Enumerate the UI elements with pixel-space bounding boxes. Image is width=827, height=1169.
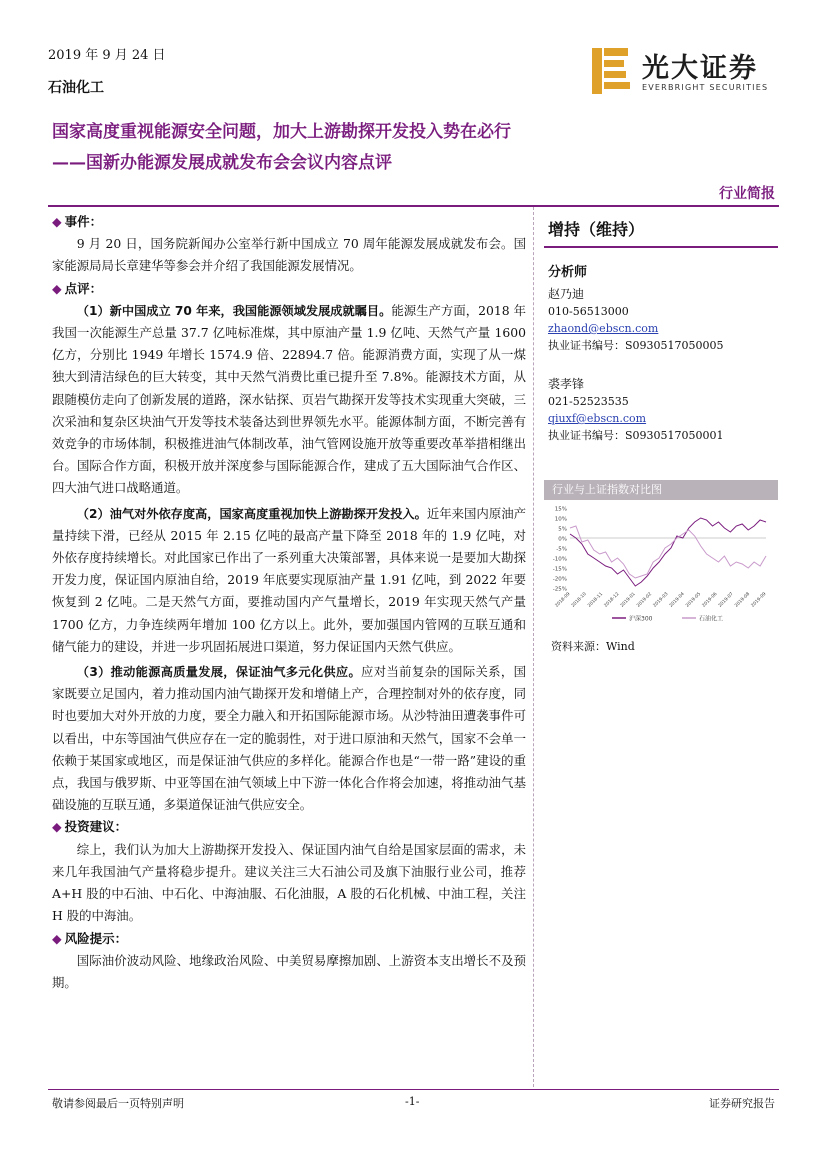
legend-label: 沪深300: [629, 615, 653, 623]
y-tick-label: -25%: [552, 586, 567, 593]
analyst-email-link[interactable]: qiuxf@ebscn.com: [548, 412, 647, 425]
chart-title: 行业与上证指数对比图: [544, 480, 778, 500]
analyst-block: [548, 264, 778, 354]
chart-source: 资料来源：Wind: [551, 640, 635, 653]
analyst-block: [548, 376, 778, 444]
rating-divider: [544, 246, 778, 248]
diamond-bullet-icon: ◆: [52, 280, 62, 296]
analyst-cert: 执业证书编号：S0930517050005: [548, 339, 724, 352]
comment-paragraph-2: （2）油气对外依存度高，国家高度重视加快上游勘探开发投入。近年来国内原油产量持续下滑，已经从 2015 年 2.15 亿吨的最高产量下降至 2018 年的 1.9 亿吨，对外依存度持续增长。对此国家已作出了一系列重大决策部署，具体来说一是要加大勘探开发力度，保证国内原油自给，2019 年底要实现原油产量 1.91 亿吨，到 2022 年要恢复到 2 亿吨。二是天然气方面，要推动国内产气量增长，2019 年实现天然气产量 1700 亿方，力争连续两年增加 100 亿方以上。此外，要加强国内管网的互联互通和储气能力的建设，并进一步巩固拓展进口渠道，努力保证国内天然气供应。: [52, 505, 527, 654]
x-tick-label: 2019-09: [750, 591, 768, 609]
analyst-name: 赵乃迪: [548, 287, 585, 301]
comment-paragraph-1: （1）新中国成立 70 年来，我国能源领域发展成就瞩目。能源生产方面，2018 年我国一次能源生产总量 37.7 亿吨标准煤，其中原油产量 1.9 亿吨、天然气产量 1600 亿方，分别比 1949 年增长 1574.9 倍、22894.7 倍。能源消费方面，实现了从一煤独大到清洁绿色的巨大转变，其中天然气消费比重已提升至 7.8%。能源技术方面，从跟随模仿走向了创新发展的道路，深水钻探、页岩气勘探开发等技术实现重大突破，三次采油和复杂区块油气开发等技术装备达到世界领先水平。能源体制方面，不断完善有效竞争的市场体制，积极推进油气体制改革，油气管网设施开放等重要改革举措相继出台。国际合作方面，积极开放并深度参与国际能源合作，建成了五大国际油气合作区、四大油气进口战略通道。: [52, 302, 526, 496]
logo-mark-icon: [592, 48, 632, 94]
x-tick-label: 2019-01: [619, 591, 637, 609]
column-divider: [533, 207, 535, 1087]
analyst-phone: 021-52523535: [548, 395, 629, 408]
legend-label: 石油化工: [699, 615, 724, 623]
paragraph-lead: （2）油气对外依存度高，国家高度重视加快上游勘探开发投入。: [76, 506, 427, 521]
y-tick-label: 0%: [558, 536, 567, 543]
x-tick-label: 2019-03: [652, 591, 670, 609]
risk-heading: ◆ 风险提示：: [52, 930, 128, 946]
logo: [592, 48, 632, 94]
y-tick-label: -10%: [552, 556, 567, 563]
sector-label: 石油化工: [48, 80, 104, 96]
analyst-phone: 010-56513000: [548, 305, 629, 318]
series-line: [570, 526, 766, 578]
y-tick-label: 5%: [558, 526, 567, 533]
rating: 增持（维持）: [548, 220, 645, 239]
diamond-bullet-icon: ◆: [52, 214, 62, 229]
x-tick-label: 2018-12: [603, 591, 621, 609]
diamond-bullet-icon: ◆: [52, 819, 62, 835]
series-line: [570, 518, 766, 586]
x-tick-label: 2019-05: [685, 591, 703, 609]
x-tick-label: 2018-11: [587, 591, 605, 609]
footer-divider: [48, 1089, 779, 1090]
x-tick-label: 2019-08: [734, 591, 752, 609]
footer-disclaimer: 敬请参阅最后一页特别声明: [52, 1097, 184, 1110]
invest-paragraph: 综上，我们认为加大上游勘探开发投入、保证国内油气自给是国家层面的需求，未来几年我国油气产量将稳步提升。建议关注三大石油公司及旗下油服行业公司，推荐 A+H 股的中石油、中石化、中海油服、石化油服，A 股的石化机械、中油工程，关注 H 股的中海油。: [52, 841, 526, 924]
analyst-email-link[interactable]: zhaond@ebscn.com: [548, 322, 659, 335]
x-tick-label: 2019-04: [668, 591, 686, 609]
x-tick-label: 2018-09: [554, 591, 572, 609]
analyst-name: 裘孝锋: [548, 377, 585, 391]
footer-report-label: 证券研究报告: [709, 1097, 775, 1110]
analyst-label: 分析师: [548, 265, 588, 280]
x-tick-label: 2019-06: [701, 591, 719, 609]
y-tick-label: -15%: [552, 566, 567, 573]
report-date: 2019 年 9 月 24 日: [48, 48, 166, 63]
comparison-chart: [544, 502, 778, 626]
paragraph-lead: （1）新中国成立 70 年来，我国能源领域发展成就瞩目。: [76, 303, 392, 318]
y-tick-label: 10%: [554, 516, 567, 523]
diamond-bullet-icon: ◆: [52, 930, 62, 946]
report-subtitle: ——国新办能源发展成就发布会会议内容点评: [52, 153, 392, 173]
comment-paragraph-3: （3）推动能源高质量发展，保证油气多元化供应。应对当前复杂的国际关系，国家既要立足国内，着力推动国内油气勘探开发和增储上产，合理控制对外的依存度，同时也要加大对外开放的力度，要全力融入和开拓国际能源市场。从沙特油田遭袭事件可以看出，中东等国油气供应存在一定的脆弱性，对于进口原油和天然气，国家不会单一依赖于某国家或地区，而是保证油气供应的多样化。能源合作也是“一带一路”建设的重点，我国与俄罗斯、中亚等国在油气领域上中下游一体化合作将会加速，将推动油气基础设施的互联互通，多渠道保证油气供应安全。: [52, 664, 527, 813]
invest-heading: ◆ 投资建议：: [52, 819, 128, 835]
logo-text: 光大证券: [642, 53, 758, 84]
logo-subtext: EVERBRIGHT SECURITIES: [642, 83, 769, 92]
event-heading: ◆ 事件：: [52, 214, 103, 229]
header-divider: [48, 205, 779, 207]
main-content: [52, 211, 526, 994]
y-tick-label: -5%: [556, 546, 567, 553]
report-type: 行业简报: [719, 186, 775, 202]
event-paragraph: 9 月 20 日，国务院新闻办公室举行新中国成立 70 周年能源发展成就发布会。国家能源局局长章建华等参会并介绍了我国能源发展情况。: [52, 236, 526, 274]
risk-paragraph: 国际油价波动风险、地缘政治风险、中美贸易摩擦加剧、上游资本支出增长不及预期。: [52, 952, 526, 990]
paragraph-lead: （3）推动能源高质量发展，保证油气多元化供应。: [76, 665, 361, 680]
y-tick-label: -20%: [552, 576, 567, 583]
x-tick-label: 2018-10: [570, 591, 588, 609]
x-tick-label: 2019-02: [636, 591, 654, 609]
comment-heading: ◆ 点评：: [52, 280, 103, 296]
page-number: -1-: [405, 1095, 420, 1108]
x-tick-label: 2019-07: [717, 591, 735, 609]
analyst-cert: 执业证书编号：S0930517050001: [548, 429, 724, 442]
report-title: 国家高度重视能源安全问题，加大上游勘探开发投入势在必行: [52, 122, 511, 142]
y-tick-label: 15%: [554, 506, 567, 513]
